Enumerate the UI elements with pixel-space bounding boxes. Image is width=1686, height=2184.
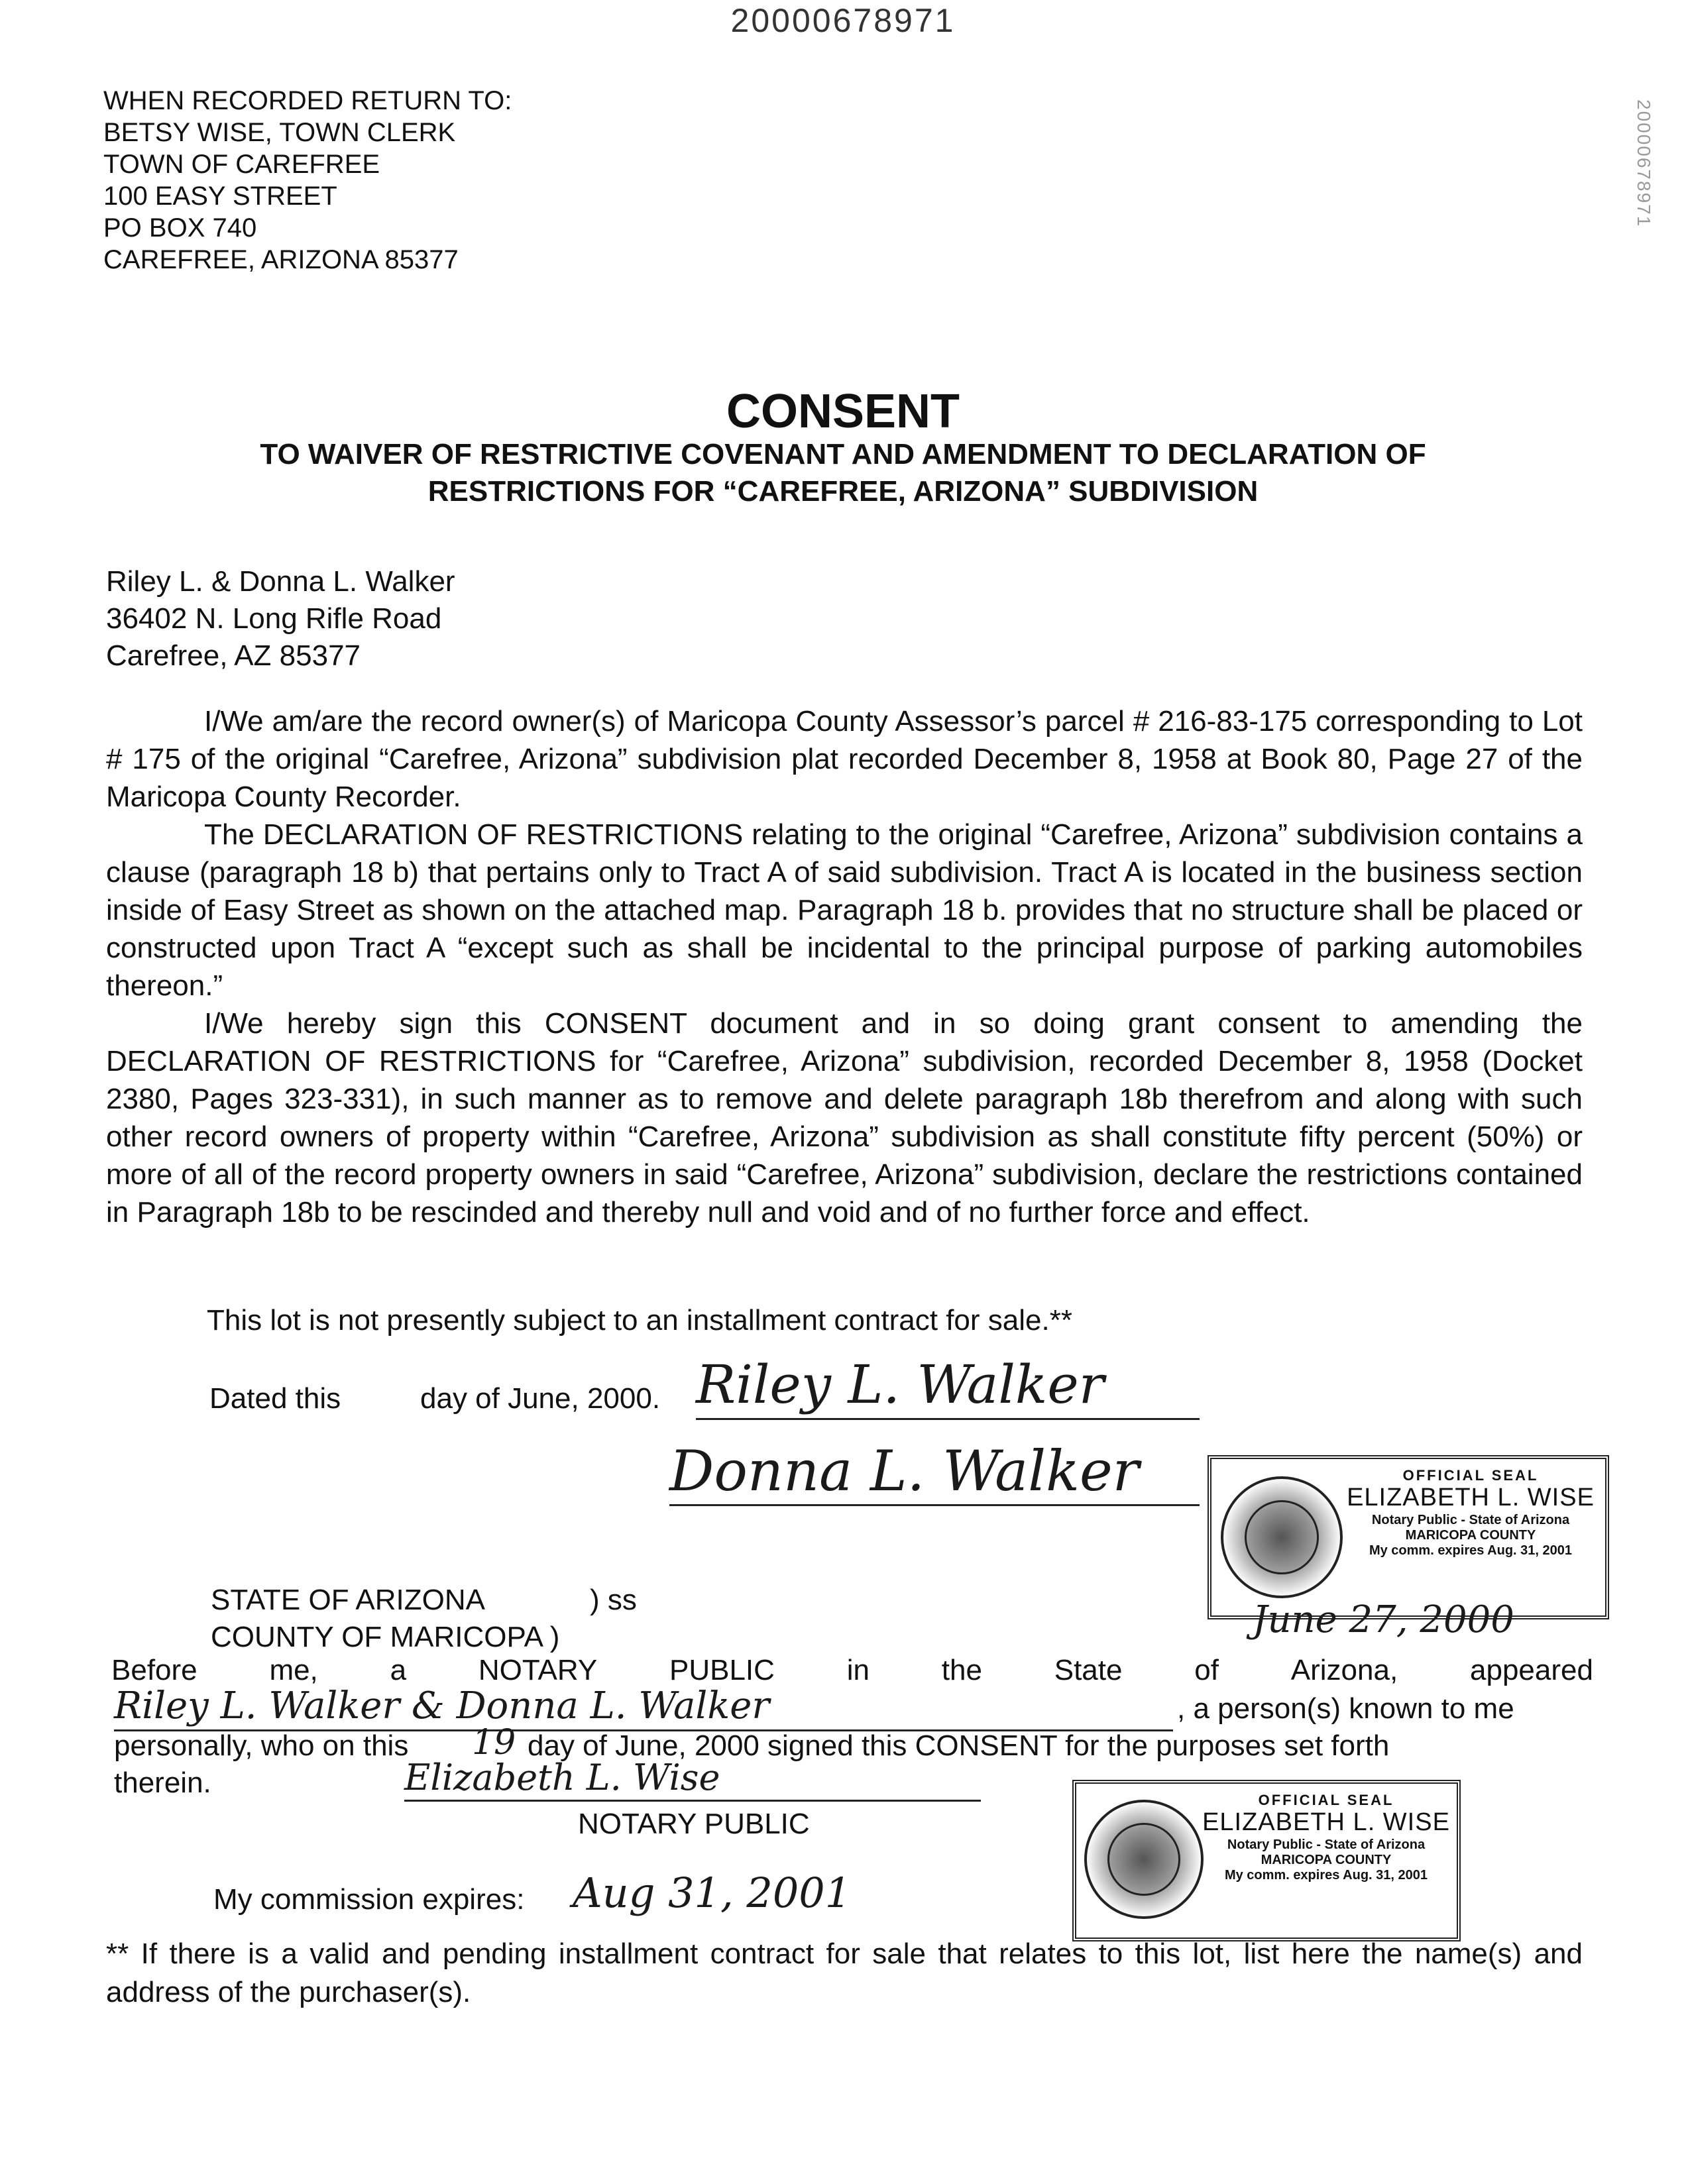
seal-line: Notary Public - State of Arizona [1371, 1512, 1570, 1527]
installment-footnote: ** If there is a valid and pending installment contract for sale that relates to this lot, list here the name(s) and address of the purchaser(s). [106, 1938, 1583, 2008]
word: of [1194, 1654, 1219, 1686]
return-line: CAREFREE, ARIZONA 85377 [103, 245, 459, 274]
subtitle-line-1: TO WAIVER OF RESTRICTIVE COVENANT AND AMENDMENT TO DECLARATION OF [260, 438, 1426, 470]
dated-prefix: Dated this [209, 1382, 341, 1415]
word: Arizona, [1290, 1654, 1398, 1686]
ss-label: ) ss [590, 1584, 637, 1616]
notary-line-3-text: day of June, 2000 signed this CONSENT for the purposes set forth [528, 1729, 1390, 1762]
owner-street: 36402 N. Long Rifle Road [106, 602, 442, 635]
state-line: STATE OF ARIZONA [211, 1584, 485, 1616]
word: a [390, 1654, 407, 1686]
county-line: COUNTY OF MARICOPA ) [211, 1621, 560, 1653]
signature-riley: Riley L. Walker [696, 1352, 1200, 1420]
body-paragraph: I/We hereby sign this CONSENT document and in so doing grant consent to amending the DECLARATION OF RESTRICTIONS for “Carefree, Arizona” subdivision, recorded December 8, 1958 (Docket 2380, Pages 323-331), in such manner as to remove and delete paragraph 18b therefrom and along with such other record owners of property within “Carefree, Arizona” subdivision as shall constitute fifty percent (50%) or more of all of the record property owners in said “Carefree, Arizona” subdivision, declare the restrictions contained in Paragraph 18b to be rescinded and thereby null and void and of no further force and effect. [106, 1007, 1583, 1228]
notary-appeared-names: Riley L. Walker & Donna L. Walker [114, 1683, 1173, 1731]
notary-line-3-prefix: personally, who on this [114, 1729, 409, 1762]
seal-line: My comm. expires Aug. 31, 2001 [1369, 1543, 1573, 1558]
consent-body [106, 702, 1583, 1231]
seal-line: MARICOPA COUNTY [1405, 1527, 1536, 1543]
seal-name: ELIZABETH L. WISE [1202, 1808, 1450, 1837]
seal-line: MARICOPA COUNTY [1261, 1852, 1392, 1867]
commission-value: Aug 31, 2001 [573, 1869, 852, 1917]
seal-line: Notary Public - State of Arizona [1227, 1837, 1426, 1852]
word: in [846, 1654, 870, 1686]
notary-line-2-suffix: , a person(s) known to me [1177, 1692, 1514, 1725]
return-line: TOWN OF CAREFREE [103, 150, 380, 179]
commission-label: My commission expires: [213, 1883, 525, 1916]
return-address-block [103, 85, 512, 276]
word: NOTARY [478, 1654, 598, 1686]
notary-public-label: NOTARY PUBLIC [578, 1808, 810, 1840]
return-line: PO BOX 740 [103, 213, 257, 243]
state-seal-icon [1221, 1476, 1343, 1598]
seal-name: ELIZABETH L. WISE [1347, 1484, 1595, 1512]
body-paragraph: The DECLARATION OF RESTRICTIONS relating to the original “Carefree, Arizona” subdivision contains a clause (paragraph 18 b) that pertains only to Tract A of said subdivision. Tract A is located in the business section inside of Easy Street as shown on the attached map. Paragraph 18 b. provides that no structure shall be placed or constructed upon Tract A “except such as shall be incidental to the principal purpose of parking automobiles thereon.” [106, 818, 1583, 1002]
side-recording-stamp: 20000678971 [1634, 99, 1654, 228]
owner-address-block [106, 563, 455, 675]
subtitle-line-2: RESTRICTIONS FOR “CAREFREE, ARIZONA” SUBDIVISION [427, 475, 1259, 508]
state-seal-icon [1084, 1800, 1204, 1919]
word: appeared [1470, 1654, 1593, 1686]
notary-day-value: 19 [472, 1723, 516, 1763]
signature-donna: Donna L. Walker [669, 1438, 1200, 1506]
seal-line: My comm. expires Aug. 31, 2001 [1224, 1867, 1428, 1883]
notary-signature: Elizabeth L. Wise [404, 1756, 981, 1802]
therein: therein. [114, 1767, 211, 1799]
return-line: 100 EASY STREET [103, 182, 337, 211]
notary-line-1 [111, 1654, 1593, 1687]
document-title: CONSENT [726, 385, 960, 438]
dated-suffix: day of June, 2000. [420, 1382, 661, 1415]
word: PUBLIC [669, 1654, 775, 1686]
seal-official-label: OFFICIAL SEAL [1402, 1467, 1539, 1484]
document-number: 20000678971 [730, 2, 956, 39]
owner-name: Riley L. & Donna L. Walker [106, 565, 455, 598]
return-line: BETSY WISE, TOWN CLERK [103, 118, 456, 147]
notary-seal-2 [1072, 1780, 1461, 1941]
body-paragraph: I/We am/are the record owner(s) of Maricopa County Assessor’s parcel # 216-83-175 corresponding to Lot # 175 of the original “Carefree, Arizona” subdivision plat recorded December 8, 1958 at Book 80, Page 27 of the Maricopa County Recorder. [106, 705, 1583, 813]
installment-statement: This lot is not presently subject to an installment contract for sale.** [207, 1304, 1072, 1337]
owner-city: Carefree, AZ 85377 [106, 639, 361, 672]
return-line: WHEN RECORDED RETURN TO: [103, 86, 512, 115]
document-subtitle [0, 436, 1686, 510]
word: Before [111, 1654, 197, 1686]
word: State [1054, 1654, 1123, 1686]
word: the [941, 1654, 982, 1686]
seal-official-label: OFFICIAL SEAL [1258, 1792, 1394, 1808]
word: me, [269, 1654, 318, 1686]
notary-seal-1 [1208, 1455, 1609, 1619]
handwritten-date: June 27, 2000 [1253, 1598, 1514, 1641]
